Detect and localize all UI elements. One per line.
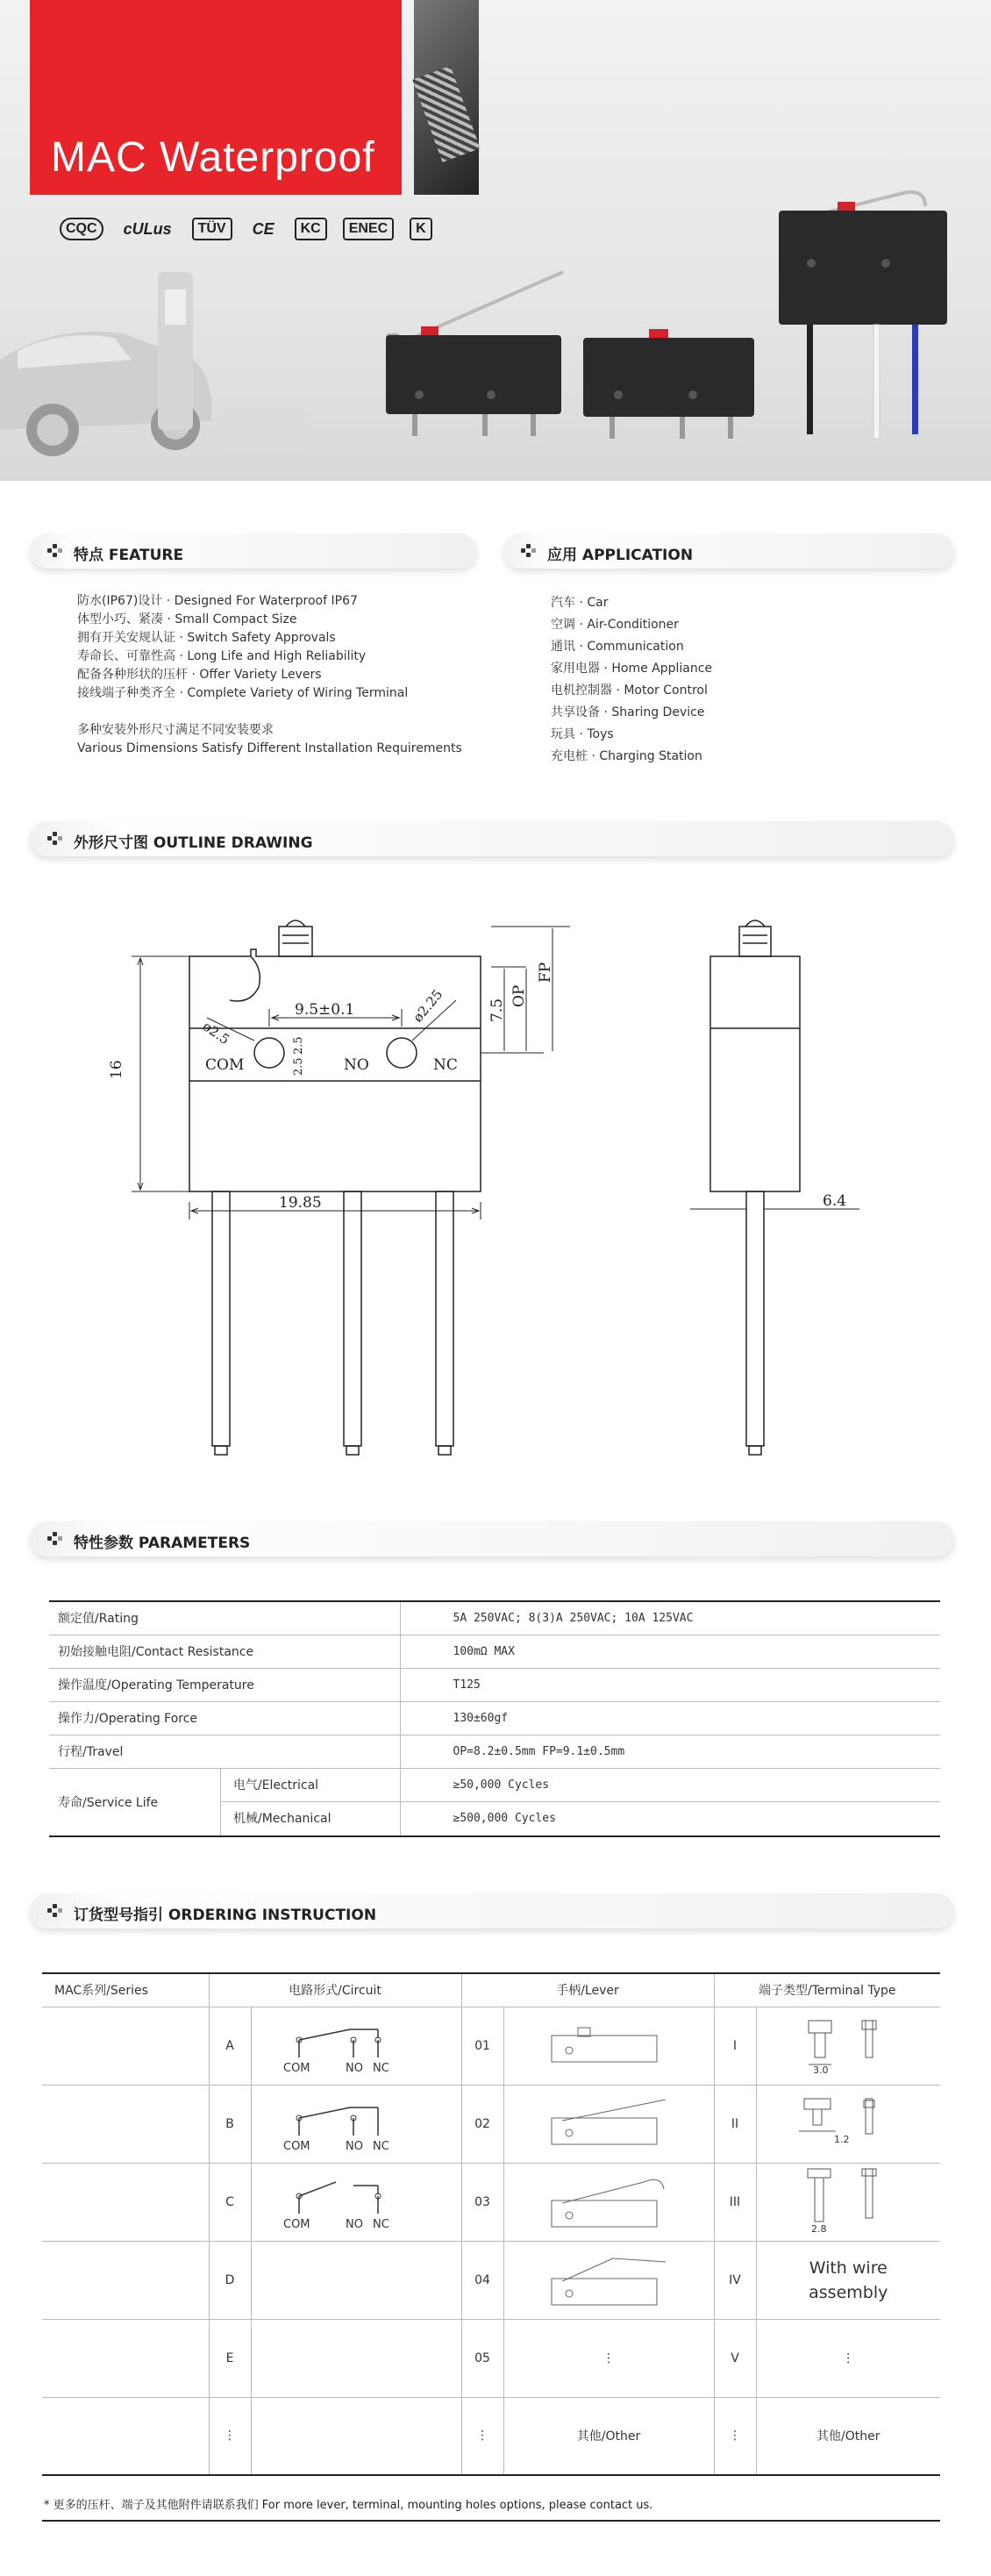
table-row [49, 1701, 940, 1735]
terminal-code: I [714, 2007, 756, 2085]
lever-straight-icon [543, 2096, 674, 2149]
circuit-code: C [209, 2163, 251, 2241]
dim-width-label: 19.85 [279, 1194, 322, 1212]
nc-label: NC [373, 2061, 389, 2075]
ordering-section-header [30, 1893, 954, 1928]
dim-75-label: 7.5 [488, 998, 506, 1022]
table-row [42, 2163, 940, 2241]
terminal-dots: ⋮ [756, 2319, 940, 2397]
electrical-label: 电气/Electrical [221, 1769, 400, 1802]
lever-other-label: 其他/Other [503, 2397, 714, 2475]
terminal-other-label: 其他/Other [756, 2397, 940, 2475]
table-header-row [42, 1973, 940, 2007]
certification-logos [60, 216, 432, 242]
circuit-thumbnail [414, 0, 479, 195]
dim-side-width-label: 6.4 [823, 1192, 847, 1210]
terminal-code: IV [714, 2241, 756, 2319]
application-item: 充电桩 · Charging Station [551, 749, 702, 763]
dim-hole2-label: 2.5 [292, 1057, 305, 1076]
diamond-dots-icon [47, 1904, 65, 1918]
table-row [49, 1635, 940, 1668]
dim-phi-left-label: ø2.5 [199, 1018, 232, 1048]
param-value: OP=8.2±0.5mm FP=9.1±0.5mm [400, 1735, 940, 1768]
feature-section-header [30, 533, 477, 569]
terminal-long-pin-icon [787, 2165, 909, 2236]
nc-label: NC [373, 2217, 389, 2231]
param-value: 5A 250VAC; 8(3)A 250VAC; 10A 125VAC [400, 1601, 940, 1635]
circuit-code: E [209, 2319, 251, 2397]
lever-code: 03 [461, 2163, 503, 2241]
table-row [42, 2241, 940, 2319]
electrical-value: ≥50,000 Cycles [401, 1769, 941, 1802]
dim-pitch-label: 9.5±0.1 [295, 1001, 355, 1019]
com-label: COM [283, 2217, 310, 2231]
terminal-nc-label: NC [433, 1056, 458, 1074]
com-label: COM [283, 2139, 310, 2153]
lever-code: 04 [461, 2241, 503, 2319]
application-title: 应用 APPLICATION [547, 547, 694, 564]
application-item: 汽车 · Car [551, 596, 609, 610]
table-row [49, 1768, 940, 1836]
param-label: 操作温度/Operating Temperature [49, 1668, 400, 1701]
application-item: 空调 · Air-Conditioner [551, 618, 679, 632]
col-terminal: 端子类型/Terminal Type [714, 1973, 940, 2007]
table-row [49, 1735, 940, 1768]
dim-hole-label: 2.5 [292, 1036, 305, 1055]
switch-wire-image [772, 184, 956, 447]
application-item: 玩具 · Toys [551, 727, 614, 741]
table-row [42, 2397, 940, 2475]
feature-item: 防水(IP67)设计 · Designed For Waterproof IP67 [77, 594, 358, 608]
param-value: T125 [400, 1668, 940, 1701]
application-item: 共享设备 · Sharing Device [551, 705, 705, 719]
terminal-code: II [714, 2085, 756, 2163]
terminal-wire-label: With wire assembly [756, 2241, 940, 2319]
parameters-section-header [30, 1521, 954, 1556]
nc-label: NC [373, 2139, 389, 2153]
terminal-code: V [714, 2319, 756, 2397]
footnote: * 更多的压杆、端子及其他附件请联系我们 For more lever, terminal, mounting holes options, please contact us. [44, 2499, 653, 2512]
terminal-right-angle-icon [787, 2092, 909, 2153]
ul-logo: cULus [123, 220, 172, 238]
switch-plunger-image [579, 316, 763, 447]
parameters-title: 特性参数 PARAMETERS [74, 1535, 251, 1552]
parameters-table [49, 1600, 940, 1837]
no-label: NO [346, 2139, 363, 2153]
terminal-code: ⋮ [714, 2397, 756, 2475]
col-lever: 手柄/Lever [461, 1973, 714, 2007]
application-item: 电机控制器 · Motor Control [551, 683, 708, 698]
dim-phi-right-label: ø2.25 [410, 986, 446, 1026]
lever-dots: ⋮ [503, 2319, 714, 2397]
outline-drawing [0, 877, 991, 1474]
lever-code: ⋮ [461, 2397, 503, 2475]
feature-extra-cn: 多种安装外形尺寸满足不同安装要求 [77, 723, 274, 737]
terminal-com-label: COM [205, 1056, 245, 1074]
diamond-dots-icon [47, 832, 65, 846]
dim-fp-label: FP [537, 962, 554, 983]
param-label: 额定值/Rating [49, 1601, 400, 1635]
terminal-dim-label: 2.8 [811, 2222, 827, 2235]
enec-logo: ENEC [343, 218, 394, 240]
terminal-dim-label: 3.0 [813, 2064, 829, 2075]
application-list [551, 592, 712, 768]
tuv-logo: TÜV [192, 218, 232, 240]
feature-item: 拥有开关安规认证 · Switch Safety Approvals [77, 631, 336, 645]
terminal-code: III [714, 2163, 756, 2241]
com-label: COM [283, 2061, 310, 2075]
feature-item: 寿命长、可靠性高 · Long Life and High Reliability [77, 649, 367, 663]
application-item: 家用电器 · Home Appliance [551, 662, 713, 676]
circuit-code: ⋮ [209, 2397, 251, 2475]
lever-code: 01 [461, 2007, 503, 2085]
dim-op-label: OP [510, 984, 528, 1007]
mechanical-label: 机械/Mechanical [233, 1811, 332, 1826]
outline-title: 外形尺寸图 OUTLINE DRAWING [74, 834, 313, 852]
ce-logo: CE [252, 220, 274, 238]
footnote-divider [42, 2520, 940, 2522]
service-life-label: 寿命/Service Life [49, 1769, 221, 1835]
lever-code: 02 [461, 2085, 503, 2163]
lever-code: 05 [461, 2319, 503, 2397]
circuit-spdt-diagram [273, 2014, 439, 2075]
feature-extra-en: Various Dimensions Satisfy Different Installation Requirements [77, 741, 462, 755]
feature-title: 特点 FEATURE [74, 547, 184, 564]
feature-item: 接线端子种类齐全 · Complete Variety of Wiring Terminal [77, 686, 409, 700]
circuit-code: D [209, 2241, 251, 2319]
mechanical-value: ≥500,000 Cycles [453, 1811, 556, 1825]
no-label: NO [346, 2217, 363, 2231]
param-value: 130±60gf [400, 1701, 940, 1735]
no-label: NO [346, 2061, 363, 2075]
param-label: 初始接触电阻/Contact Resistance [49, 1635, 400, 1668]
diamond-dots-icon [47, 544, 65, 558]
col-circuit: 电路形式/Circuit [209, 1973, 461, 2007]
table-row [42, 2007, 940, 2085]
param-label: 行程/Travel [49, 1735, 400, 1768]
dim-height-label: 16 [108, 1060, 125, 1079]
outline-section-header [30, 821, 954, 856]
ordering-table [42, 1972, 940, 2476]
feature-item: 体型小巧、紧凑 · Small Compact Size [77, 612, 297, 626]
lever-hook-icon [543, 2170, 674, 2231]
table-row [49, 1668, 940, 1701]
terminal-pcb-icon [787, 2014, 909, 2075]
page-title: MAC Waterproof [51, 134, 375, 181]
col-series: MAC系列/Series [42, 1973, 209, 2007]
diamond-dots-icon [47, 1532, 65, 1546]
lever-plunger-icon [543, 2022, 674, 2066]
lever-roller-icon [543, 2248, 674, 2309]
hero-banner [0, 0, 991, 481]
charger-box [219, 404, 316, 456]
table-row [49, 1601, 940, 1635]
k-logo: K [410, 218, 432, 240]
application-section-header [503, 533, 954, 569]
table-row [42, 2085, 940, 2163]
circuit-spdt-diagram [273, 2170, 439, 2231]
diamond-dots-icon [521, 544, 538, 558]
terminal-dim-label: 1.2 [834, 2133, 850, 2145]
ordering-title: 订货型号指引 ORDERING INSTRUCTION [74, 1907, 377, 1924]
terminal-no-label: NO [344, 1056, 369, 1074]
feature-list [77, 592, 462, 758]
param-label: 操作力/Operating Force [49, 1701, 400, 1735]
circuit-code: B [209, 2085, 251, 2163]
circuit-code: A [209, 2007, 251, 2085]
charger-illustration [140, 263, 210, 439]
table-row [42, 2319, 940, 2397]
param-value: 100mΩ MAX [400, 1635, 940, 1668]
feature-item: 配备各种形状的压杆 · Offer Variety Levers [77, 668, 322, 682]
application-item: 通讯 · Communication [551, 640, 684, 654]
cqc-logo: CQC [60, 218, 103, 240]
circuit-spdt-diagram [273, 2092, 439, 2153]
switch-long-lever-image [377, 263, 570, 447]
kc-logo: KC [295, 218, 327, 240]
